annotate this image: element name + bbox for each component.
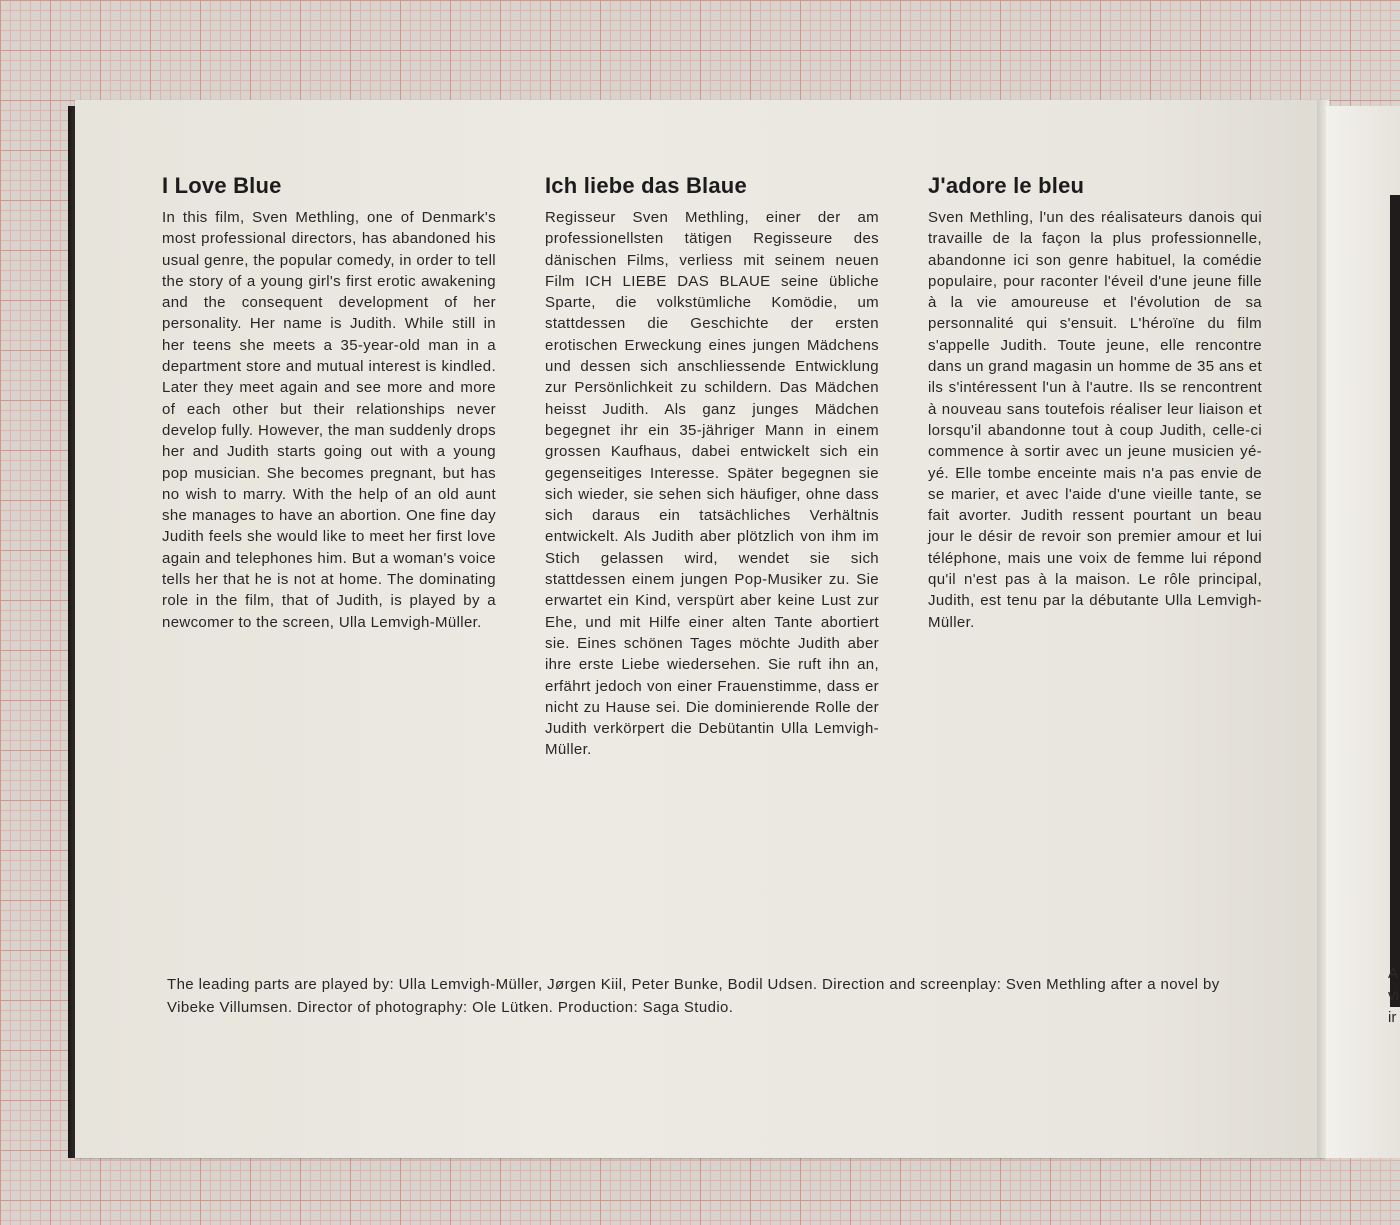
french-body: Sven Methling, l'un des réalisateurs danois qui travaille de la façon la plus professionnelle, abandonne ici son genre habituel, la comédie populaire, pour raconter l'éveil d'une jeune fille à la vie amoureuse et l'évolution de sa personnalité qui s'ensuit. L'héroïne du film s'appelle Judith. Toute jeune, elle rencontre dans un grand magasin un homme de 35 ans et ils s'intéressent l'un à l'autre. Ils se rencontrent à nouveau sans toutefois réaliser leur liaison et lorsqu'il abandonne tout à coup Judith, celle-ci commence à sortir avec un jeune musicien yé-yé. Elle tombe enceinte mais n'a pas envie de se marier, et avec l'aide d'une vieille tante, se fait avorter. Judith ressent pourtant un beau jour le désir de revoir son premier amour et lui téléphone, mais une voix de femme lui répond qu'il n'est pas à la maison. Le rôle principal, Judith, est tenu par la débutante Ulla Lemvigh-Müller.	[928, 209, 1262, 631]
next-page-text-fragment	[1388, 963, 1400, 1029]
next-page-photo-edge	[1390, 195, 1400, 1007]
english-title: I Love Blue	[162, 173, 282, 198]
booklet-spread	[68, 100, 1400, 1158]
german-column	[545, 173, 879, 761]
credits-text: The leading parts are played by: Ulla Lemvigh-Müller, Jørgen Kiil, Peter Bunke, Bodil Udsen. Direction and screenplay: Sven Methling after a novel by Vibeke Villumsen. Director of photography: Ole Lütken. Production: Saga Studio.	[167, 976, 1220, 1016]
next-page-line: vi	[1388, 987, 1399, 1004]
french-title: J'adore le bleu	[928, 173, 1085, 198]
next-page-line: A	[1388, 965, 1399, 982]
next-page-line: ir	[1388, 1009, 1397, 1026]
booklet-page	[75, 100, 1325, 1158]
english-column	[162, 173, 496, 633]
french-column	[928, 173, 1262, 633]
english-body: In this film, Sven Methling, one of Denmark's most professional directors, has abandoned his usual genre, the popular comedy, in order to tell the story of a young girl's first erotic awakening and the consequent development of her personality. Her name is Judith. While still in her teens she meets a 35-year-old man in a department store and mutual interest is kindled. Later they meet again and see more and more of each other but their relationships never develop fully. However, the man suddenly drops her and Judith starts going out with a young pop musician. She becomes pregnant, but has no wish to marry. With the help of an old aunt she manages to have an abortion. One fine day Judith feels she would like to meet her first love again and telephones him. But a woman's voice tells her that he is not at home. The dominating role in the film, that of Judith, is played by a newcomer to the screen, Ulla Lemvigh-Müller.	[162, 209, 496, 631]
german-body: Regisseur Sven Methling, einer der am professionellsten tätigen Regisseure des dänischen Films, verliess mit seinem neuen Film ICH LIEBE DAS BLAUE seine übliche Sparte, die volkstümliche Komödie, um stattdessen die Geschichte der ersten erotischen Erweckung eines jungen Mädchens und dessen sich anschliessende Entwicklung zur Persönlichkeit zu schildern. Das Mädchen heisst Judith. Als ganz junges Mädchen begegnet ihr ein 35-jähriger Mann in einem grossen Kaufhaus, dabei entwickelt sich ein gegenseitiges Interesse. Später begegnen sie sich wieder, sie sehen sich häufiger, ohne dass sich daraus ein tatsächliches Verhältnis entwickelt. Als Judith aber plötzlich von ihm im Stich gelassen wird, wendet sie sich stattdessen einem jungen Pop-Musiker zu. Sie erwartet ein Kind, verspürt aber keine Lust zur Ehe, und mit Hilfe einer alten Tante abortiert sie. Eines schönen Tages möchte Judith aber ihre erste Liebe wiedersehen. Sie ruft ihn an, erfährt jedoch von einer Frauenstimme, dass er nicht zu Hause sei. Die dominierende Rolle der Judith verkörpert die Debütantin Ulla Lemvigh-Müller.	[545, 209, 879, 759]
german-title: Ich liebe das Blaue	[545, 173, 747, 198]
